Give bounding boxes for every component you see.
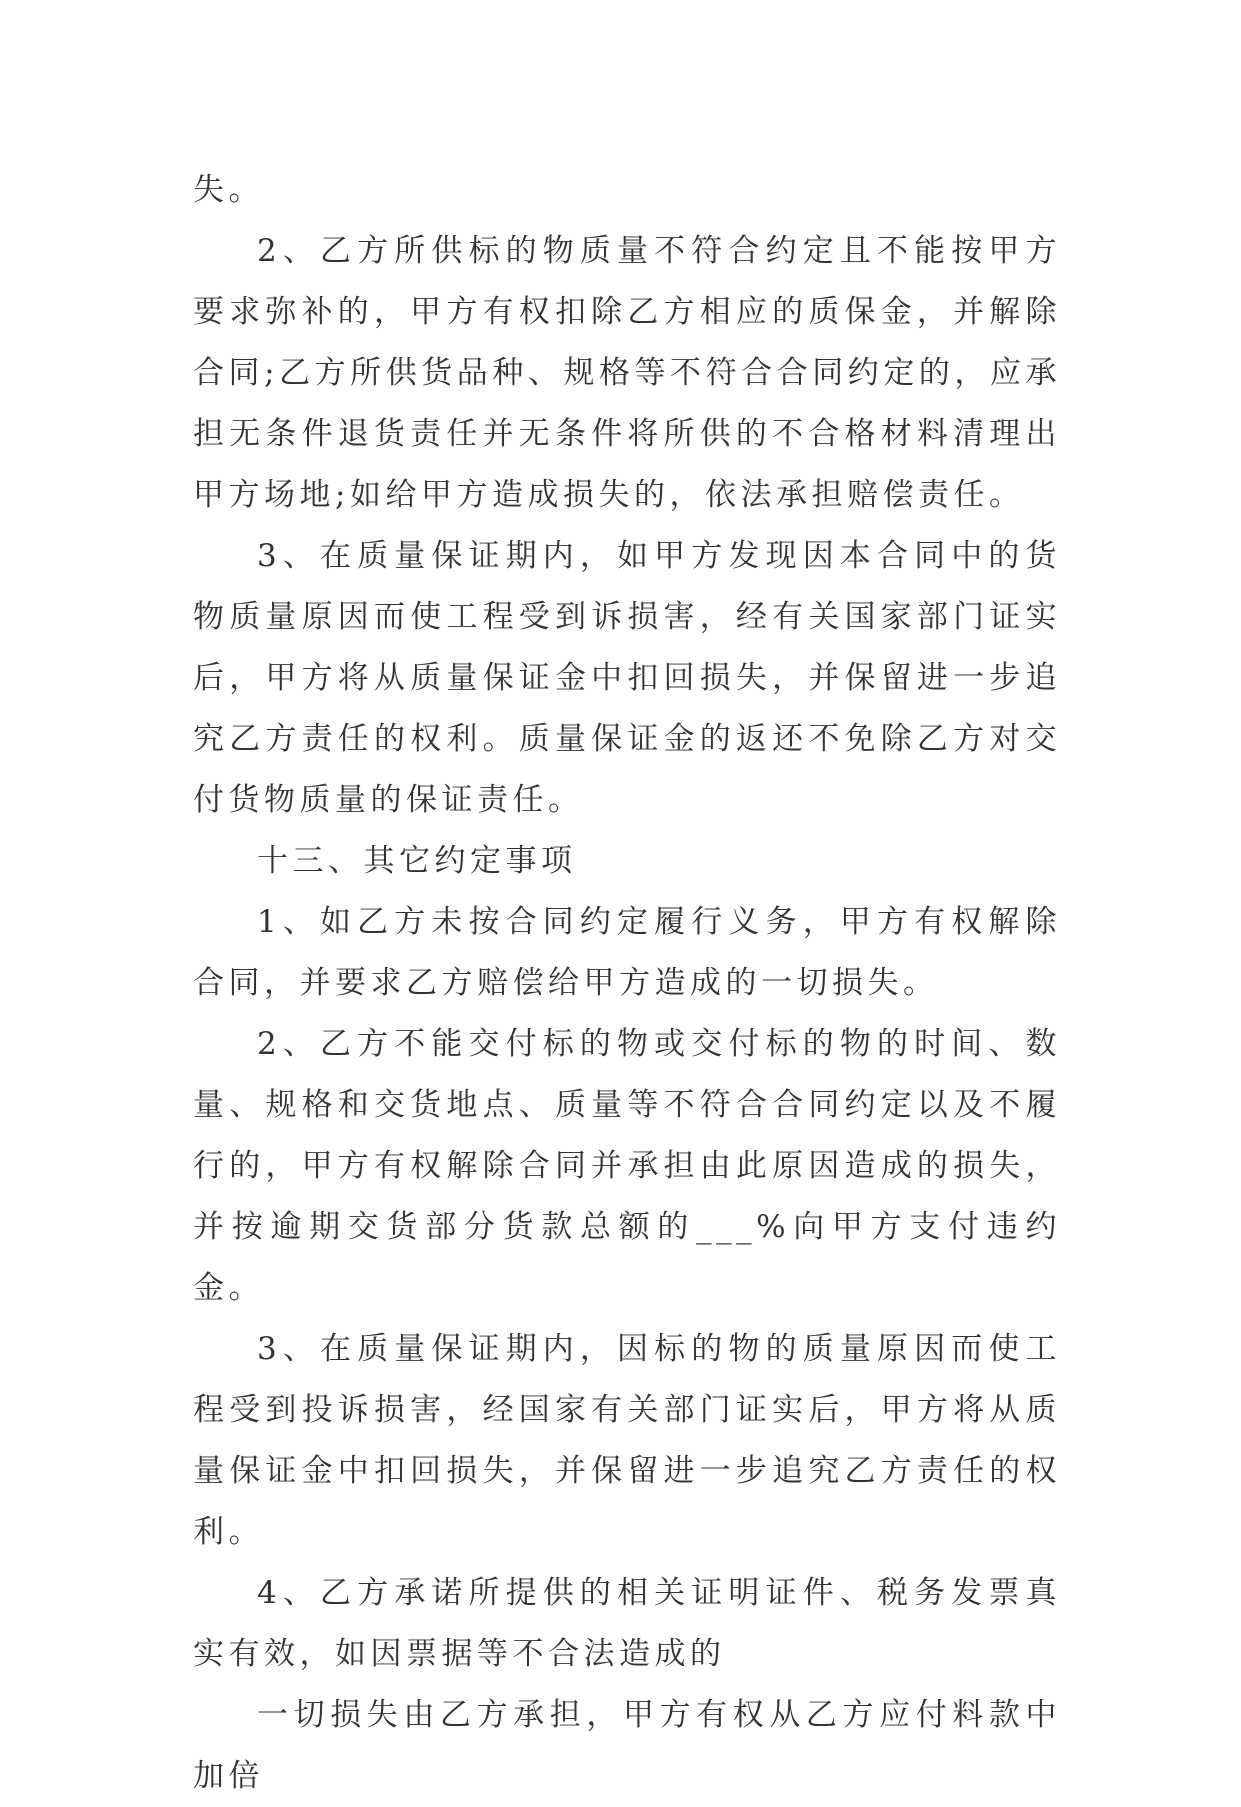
paragraph-item-4: 4、乙方承诺所提供的相关证明证件、税务发票真实有效，如因票据等不合法造成的: [193, 1575, 1061, 1672]
paragraph-item-1: 1、如乙方未按合同约定履行义务，甲方有权解除合同，并要求乙方赔偿给甲方造成的一切损失。: [193, 904, 1061, 1001]
paragraph-item-2: 2、乙方不能交付标的物或交付标的物的时间、数量、规格和交货地点、质量等不符合合同约定以及不履行的，甲方有权解除合同并承担由此原因造成的损失，并按逾期交货部分货款总额的___%向甲方支付违约金。: [193, 1026, 1061, 1306]
paragraph-continuation: 失。: [193, 172, 264, 208]
paragraph-item-4-continued: 一切损失由乙方承担，甲方有权从乙方应付料款中加倍: [193, 1697, 1061, 1794]
paragraph-clause-3-warranty: 3、在质量保证期内，如甲方发现因本合同中的货物质量原因而使工程受到诉损害，经有关国家部门证实后，甲方将从质量保证金中扣回损失，并保留进一步追究乙方责任的权利。质量保证金的返还不免除乙方对交付货物质量的保证责任。: [193, 538, 1061, 818]
paragraph-clause-2-quality: 2、乙方所供标的物质量不符合约定且不能按甲方要求弥补的，甲方有权扣除乙方相应的质保金，并解除合同;乙方所供货品种、规格等不符合合同约定的，应承担无条件退货责任并无条件将所供的不合格材料清理出甲方场地;如给甲方造成损失的，依法承担赔偿责任。: [193, 233, 1061, 513]
paragraph-item-3: 3、在质量保证期内，因标的物的质量原因而使工程受到投诉损害，经国家有关部门证实后，甲方将从质量保证金中扣回损失，并保留进一步追究乙方责任的权利。: [193, 1331, 1061, 1550]
document-body: [193, 160, 1061, 1807]
section-heading-13: 十三、其它约定事项: [257, 843, 577, 879]
